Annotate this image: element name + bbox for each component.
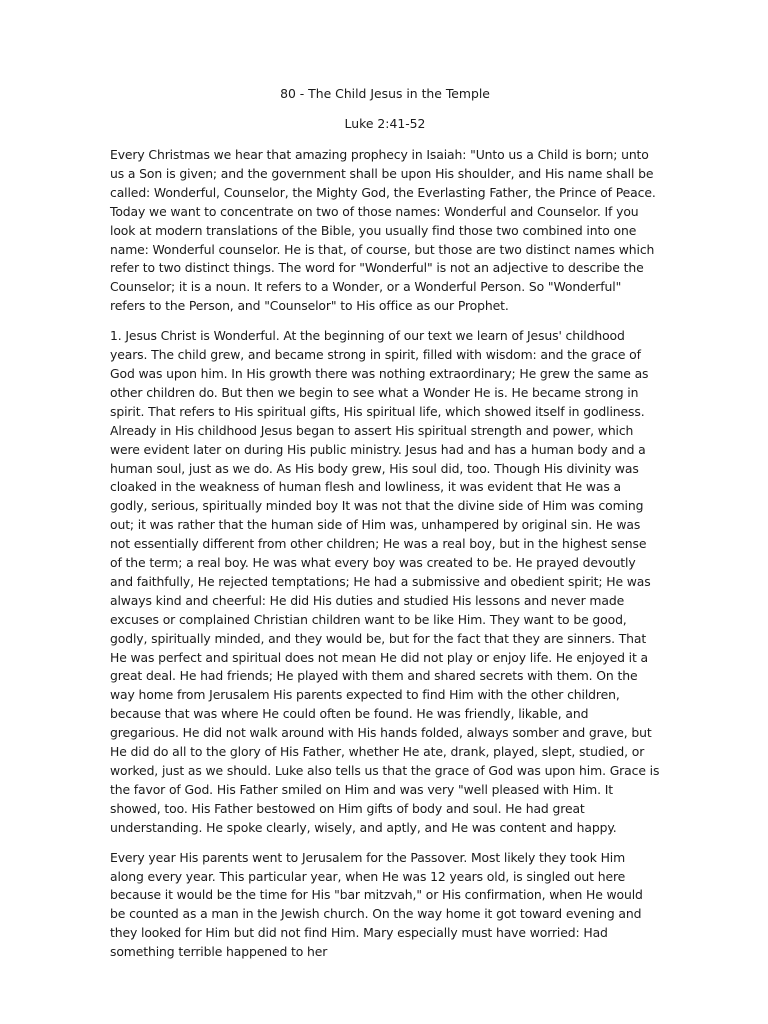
paragraph-passover: Every year His parents went to Jerusalem for the Passover. Most likely they took Him along every year. This particular year, when He was 12 years old, is singled out here because it would be the time for His "bar mitzvah," or His confirmation, when He would be counted as a man in the Jewish church. On the way home it got toward evening and they looked for Him but did not find Him. Mary especially must have worried: Had something terrible happened to her [110, 849, 643, 960]
document-title: 80 - The Child Jesus in the Temple [280, 86, 490, 101]
document-page [110, 85, 660, 973]
paragraph-wonderful: 1. Jesus Christ is Wonderful. At the beginning of our text we learn of Jesus' childhood years. The child grew, and became strong in spirit, filled with wisdom: and the grace of God was upon him. In His growth there was nothing extraordinary; He grew the same as other children do. But then we begin to see what a Wonder He is. He became strong in spirit. That refers to His spiritual gifts, His spiritual life, which showed itself in godliness. Already in His childhood Jesus began to assert His spiritual strength and power, which were evident later on during His public ministry. Jesus had and has a human body and a human soul, just as we do. As His body grew, His soul did, too. Though His divinity was cloaked in the weakness of human flesh and lowliness, it was evident that He was a godly, serious, spiritually minded boy It was not that the divine side of Him was coming out; it was rather that the human side of Him was, unhampered by original sin. He was not essentially different from other children; He was a real boy, but in the highest sense of the term; a real boy. He was what every boy was created to be. He prayed devoutly and faithfully, He rejected temptations; He had a submissive and obedient spirit; He was always kind and cheerful: He did His duties and studied His lessons and never made excuses or complained Christian children want to be like Him. They want to be good, godly, spiritually minded, and they would be, but for the fact that they are sinners. That He was perfect and spiritual does not mean He did not play or enjoy life. He enjoyed it a great deal. He had friends; He played with them and shared secrets with them. On the way home from Jerusalem His parents expected to find Him with the other children, because that was where He could often be found. He was friendly, likable, and gregarious. He did not walk around with His hands folded, always somber and grave, but He did do all to the glory of His Father, whether He ate, drank, played, slept, studied, or worked, just as we should. Luke also tells us that the grace of God was upon him. Grace is the favor of God. His Father smiled on Him and was very "well pleased with Him. It showed, too. His Father bestowed on Him gifts of body and soul. He had great understanding. He spoke clearly, wisely, and aptly, and He was content and happy. [110, 328, 660, 835]
paragraph-intro: Every Christmas we hear that amazing prophecy in Isaiah: "Unto us a Child is born; unto us a Son is given; and the government shall be upon His shoulder, and His name shall be called: Wonderful, Counselor, the Mighty God, the Everlasting Father, the Prince of Peace. Today we want to concentrate on two of those names: Wonderful and Counselor. If you look at modern translations of the Bible, you usually find those two combined into one name: Wonderful counselor. He is that, of course, but those are two distinct names which refer to two distinct things. The word for "Wonderful" is not an adjective to describe the Counselor; it is a noun. It refers to a Wonder, or a Wonderful Person. So "Wonderful" refers to the Person, and "Counselor" to His office as our Prophet. [110, 147, 656, 314]
scripture-reference: Luke 2:41-52 [344, 116, 426, 131]
